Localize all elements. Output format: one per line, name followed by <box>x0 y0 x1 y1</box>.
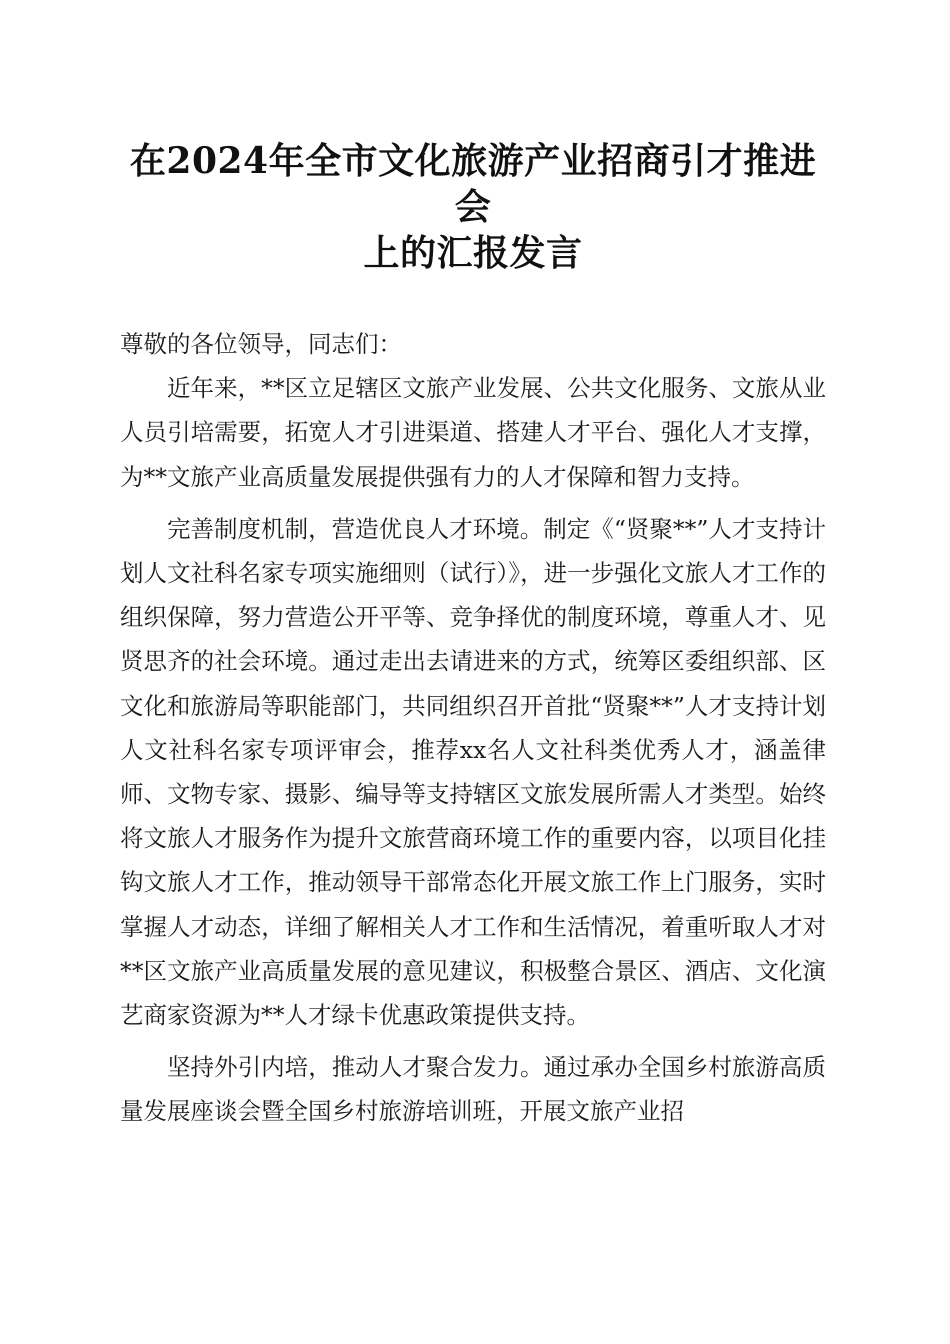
document-page <box>120 138 826 1134</box>
paragraph-intro: 近年来，**区立足辖区文旅产业发展、公共文化服务、文旅从业人员引培需要，拓宽人才引进渠道、搭建人才平台、强化人才支撑，为**文旅产业高质量发展提供强有力的人才保障和智力支持。 <box>120 374 826 491</box>
paragraph-institution: 完善制度机制，营造优良人才环境。制定《“贤聚**”人才支持计划人文社科名家专项实施细则（试行）》，进一步强化文旅人才工作的组织保障，努力营造公开平等、竞争择优的制度环境，尊重人才、见贤思齐的社会环境。通过走出去请进来的方式，统筹区委组织部、区文化和旅游局等职能部门，共同组织召开首批“贤聚**”人才支持计划人文社科名家专项评审会，推荐xx名人文社科类优秀人才，涵盖律师、文物专家、摄影、编导等支持辖区文旅发展所需人才类型。始终将文旅人才服务作为提升文旅营商环境工作的重要内容，以项目化挂钩文旅人才工作，推动领导干部常态化开展文旅工作上门服务，实时掌握人才动态，详细了解相关人才工作和生活情况，着重听取人才对**区文旅产业高质量发展的意见建议，积极整合景区、酒店、文化演艺商家资源为**人才绿卡优惠政策提供支持。 <box>120 514 826 1030</box>
document-title <box>120 138 826 276</box>
salutation: 尊敬的各位领导，同志们： <box>120 330 402 358</box>
document-body <box>120 322 826 1134</box>
title-line-2: 上的汇报发言 <box>363 232 583 274</box>
title-line-1: 在2024年全市文化旅游产业招商引才推进会 <box>129 140 817 228</box>
paragraph-talent-cultivation: 坚持外引内培，推动人才聚合发力。通过承办全国乡村旅游高质量发展座谈会暨全国乡村旅游培训班，开展文旅产业招 <box>120 1053 826 1126</box>
